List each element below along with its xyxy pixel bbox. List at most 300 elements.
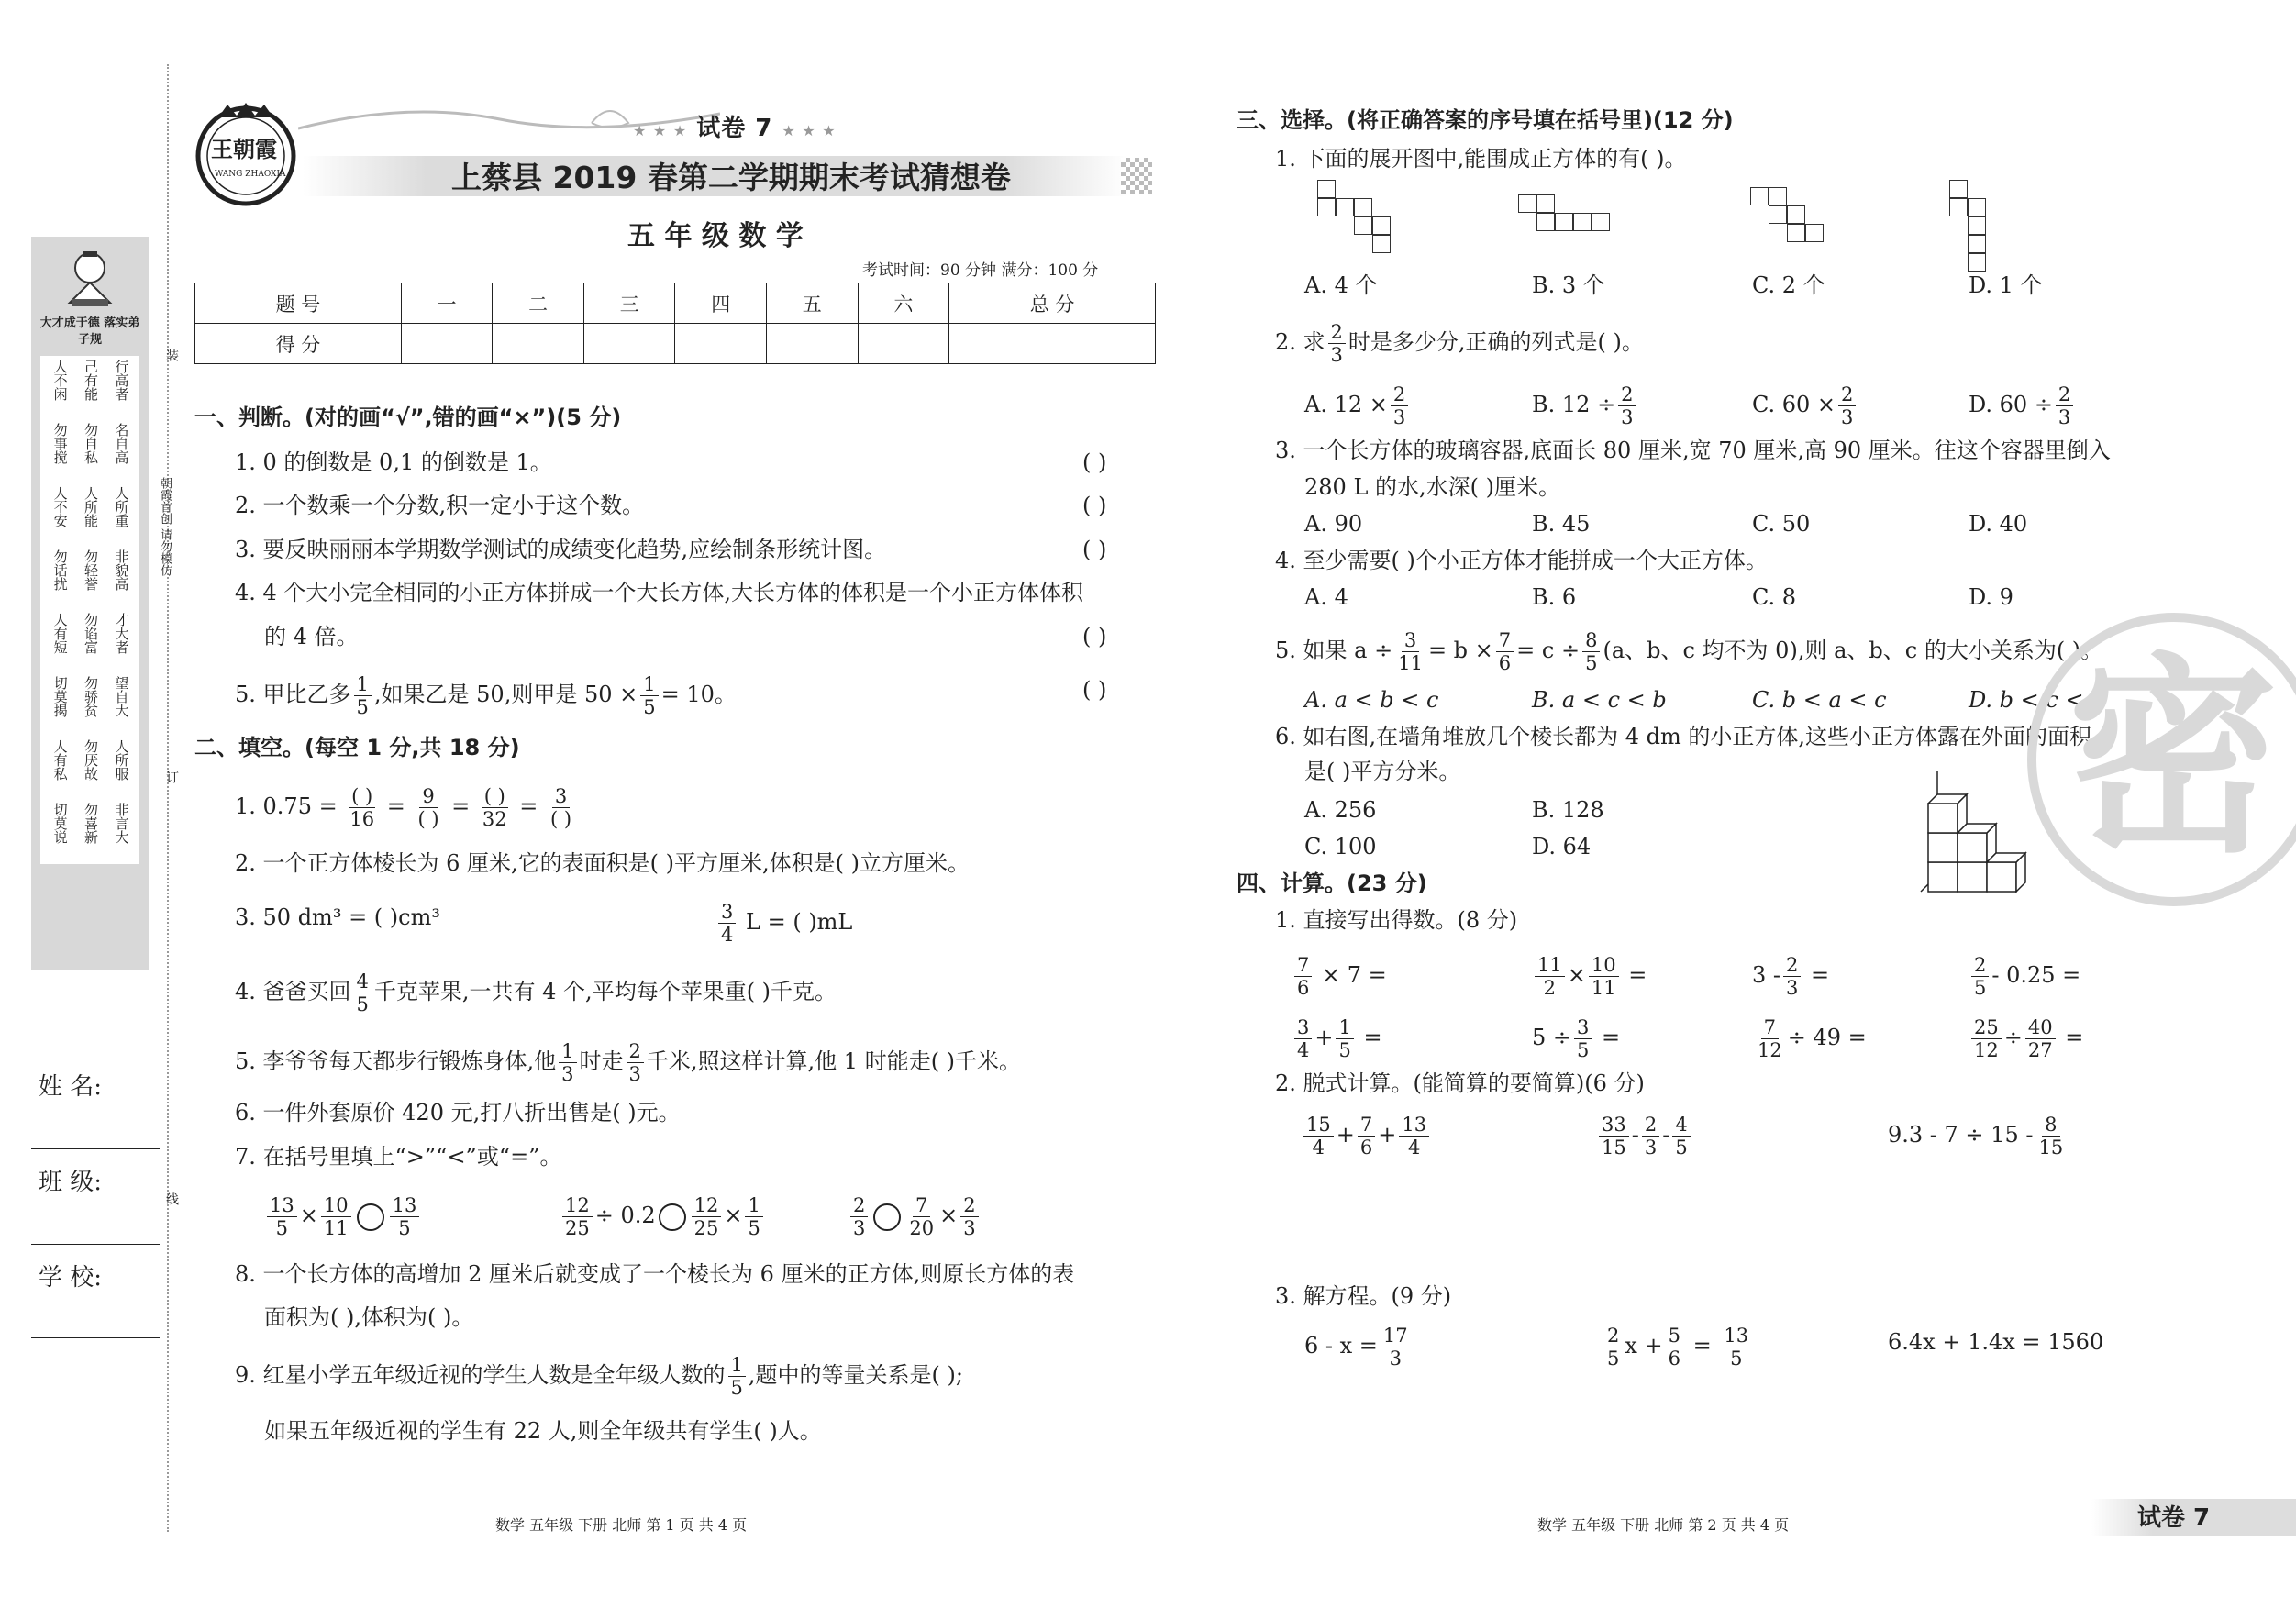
s3-q6-opt-b[interactable]: B. 128 xyxy=(1532,797,1604,823)
net-square xyxy=(1317,198,1336,216)
frac xyxy=(1395,629,1425,674)
mark-zhuang: 装 xyxy=(164,349,179,361)
s3-q4-opt-a[interactable]: A. 4 xyxy=(1304,584,1348,610)
school-line[interactable] xyxy=(31,1337,160,1338)
watermark-seal xyxy=(2027,613,2296,906)
sayings-grid xyxy=(40,356,139,864)
num: 2 xyxy=(960,1194,978,1217)
s3-q1-opt-d[interactable]: D. 1 个 xyxy=(1969,272,2043,298)
cube-stack-figure xyxy=(1910,761,2047,899)
den: 3 xyxy=(2058,406,2071,428)
minus: - xyxy=(1631,1122,1639,1148)
frac xyxy=(1391,383,1408,428)
s3-q3-opt-c[interactable]: C. 50 xyxy=(1752,511,1811,537)
net-a xyxy=(1317,180,1391,253)
net-gap xyxy=(1787,187,1805,205)
score-input-cell[interactable] xyxy=(583,324,675,364)
net-square xyxy=(1949,180,1968,198)
frac-9-blank[interactable] xyxy=(415,785,441,830)
net-gap xyxy=(1372,198,1391,216)
s3-q5d: (a、b、c 均不为 0),则 a、b、c 的大小关系为( )。 xyxy=(1603,638,2103,663)
logo-text: 王朝霞 xyxy=(211,137,277,162)
den: 3 xyxy=(963,1217,976,1239)
school-label: 学 校: xyxy=(39,1264,103,1292)
den: 20 xyxy=(909,1217,935,1239)
frac xyxy=(1721,1325,1751,1370)
den: 32 xyxy=(482,808,507,830)
s2-q6: 6. 一件外套原价 420 元,打八折出售是( )元。 xyxy=(235,1100,681,1126)
frac xyxy=(1755,1016,1785,1061)
s3-q4-opt-d[interactable]: D. 9 xyxy=(1969,584,2013,610)
logo-seal xyxy=(191,99,301,209)
num: 3 xyxy=(718,901,736,924)
net-square xyxy=(1354,198,1372,216)
opt: A. 12 × xyxy=(1304,392,1388,417)
frac xyxy=(1582,629,1600,674)
den: 5 xyxy=(1730,1347,1743,1370)
den: 6 xyxy=(1359,1137,1373,1159)
num: 2 xyxy=(1391,383,1408,406)
op: 3 - xyxy=(1752,962,1781,988)
s3-q1: 1. 下面的展开图中,能围成正方体的有( )。 xyxy=(1275,146,1687,172)
den: 4 xyxy=(1408,1137,1421,1159)
net-gap xyxy=(1805,187,1824,205)
num: 13 xyxy=(390,1194,420,1217)
num: 2 xyxy=(1618,383,1636,406)
den: 5 xyxy=(1675,1137,1688,1159)
den: 3 xyxy=(1841,406,1854,428)
s1-q4b: 的 4 倍。 xyxy=(264,624,359,649)
calc-1: $\frac{7}{6}$ × 7 = xyxy=(1292,954,1387,999)
compare-circle[interactable] xyxy=(357,1203,384,1231)
frac xyxy=(906,1194,937,1239)
saying: 勿话扰 xyxy=(51,549,69,591)
net-square xyxy=(1592,213,1610,231)
score-input-cell[interactable] xyxy=(949,324,1156,364)
frac-two-thirds xyxy=(627,1040,644,1085)
s3-q1-opt-b[interactable]: B. 3 个 xyxy=(1532,272,1605,298)
net-square xyxy=(1769,205,1787,224)
frac xyxy=(562,1194,593,1239)
s2-q1 xyxy=(235,785,577,830)
s3-q2-opt-a[interactable] xyxy=(1304,383,1411,428)
score-header-cell: 六 xyxy=(858,283,949,324)
checker-decoration xyxy=(1121,158,1152,194)
net-square xyxy=(1536,213,1555,231)
net-square xyxy=(1968,253,1986,272)
saying: 人不安 xyxy=(51,486,69,527)
frac xyxy=(321,1194,351,1239)
times: × xyxy=(724,1203,743,1228)
name-label: 姓 名: xyxy=(39,1073,103,1101)
s3-q1-opt-a[interactable]: A. 4 个 xyxy=(1304,272,1378,298)
frac xyxy=(960,1194,978,1239)
s2-q5c: 千米,照这样计算,他 1 时能走( )千米。 xyxy=(646,1048,1022,1074)
s3-q2-opt-d[interactable] xyxy=(1969,383,2076,428)
s3-q4-opt-b[interactable]: B. 6 xyxy=(1532,584,1577,610)
s2-q7-compare-2 xyxy=(560,1194,766,1239)
num: 2 xyxy=(627,1040,644,1063)
s3-q3b: 280 L 的水,水深( )厘米。 xyxy=(1304,474,1560,500)
eq: = xyxy=(386,793,405,819)
frac xyxy=(745,1194,762,1239)
den: 4 xyxy=(1297,1039,1310,1061)
num: 9 xyxy=(419,785,437,808)
s3-q1-opt-c[interactable]: C. 2 个 xyxy=(1752,272,1825,298)
s1-q5b: ,如果乙是 50,则甲是 50 × xyxy=(373,682,638,707)
exam-title: 上蔡县 2019 春第二学期期末考试猜想卷 xyxy=(451,160,1011,195)
net-square xyxy=(1968,198,1986,216)
den: 3 xyxy=(1621,406,1634,428)
net-square xyxy=(1787,205,1805,224)
s3-q5b: = b × xyxy=(1427,638,1493,663)
net-d xyxy=(1949,180,1986,272)
calc-7 xyxy=(1752,1016,1867,1061)
s3-q6-opt-d[interactable]: D. 64 xyxy=(1532,834,1592,859)
equation-2 xyxy=(1602,1325,1754,1370)
eq: = xyxy=(519,793,538,819)
s3-q3-opt-a[interactable]: A. 90 xyxy=(1304,511,1363,537)
num: 7 xyxy=(1358,1114,1375,1137)
s4-p2: 2. 脱式计算。(能简算的要简算)(6 分) xyxy=(1275,1070,1645,1096)
net-square xyxy=(1750,187,1769,205)
num: 3 xyxy=(1574,1016,1592,1039)
net-gap xyxy=(1592,194,1610,213)
frac xyxy=(1496,629,1514,674)
net-square xyxy=(1372,235,1391,253)
num: 13 xyxy=(267,1194,297,1217)
frac xyxy=(1358,1114,1375,1159)
den: 11 xyxy=(323,1217,349,1239)
expr-1 xyxy=(1301,1114,1432,1159)
s3-q5-opt-b[interactable]: B. a < c < b xyxy=(1532,687,1667,713)
s3-q2 xyxy=(1275,321,1644,366)
s3-q3a: 3. 一个长方体的玻璃容器,底面长 80 厘米,宽 70 厘米,高 90 厘米。往这个容器里倒入 xyxy=(1275,438,2111,463)
s4-p1: 1. 直接写出得数。(8 分) xyxy=(1275,907,1518,933)
net-gap xyxy=(1317,235,1336,253)
equation-3: 6.4x + 1.4x = 1560 xyxy=(1888,1329,2104,1355)
s1-q2: 2. 一个数乘一个分数,积一定小于这个数。 xyxy=(235,493,645,518)
den: 11 xyxy=(1591,977,1616,999)
num: 2 xyxy=(1328,321,1346,344)
s2-q3b xyxy=(715,901,852,946)
s3-q2-opt-b[interactable] xyxy=(1532,383,1639,428)
num: 1 xyxy=(745,1194,762,1217)
net-gap xyxy=(1949,235,1968,253)
net-gap xyxy=(1949,216,1968,235)
answer-paren-2[interactable]: ( ) xyxy=(1082,493,1107,518)
den: 5 xyxy=(275,1217,289,1239)
frac xyxy=(1666,1325,1683,1370)
frac-two-thirds xyxy=(1328,321,1346,366)
equation-1 xyxy=(1304,1325,1414,1370)
net-c-grid xyxy=(1750,187,1824,242)
calc-2 xyxy=(1532,954,1647,999)
score-header-cell: 五 xyxy=(767,283,859,324)
score-header-cell: 总 分 xyxy=(949,283,1156,324)
num: 8 xyxy=(1582,629,1600,652)
s2-q9a xyxy=(235,1354,963,1399)
calc-6 xyxy=(1532,1016,1620,1061)
saying: 勿轻誉 xyxy=(82,549,99,591)
s2-q7-compare-1 xyxy=(264,1194,422,1239)
saying: 望自大 xyxy=(113,676,130,717)
s3-q6-opt-a[interactable]: A. 256 xyxy=(1304,797,1377,823)
saying: 人所重 xyxy=(113,486,130,527)
op: 5 ÷ xyxy=(1532,1025,1572,1050)
s3-q6b: 是( )平方分米。 xyxy=(1304,759,1461,784)
s1-q5a: 5. 甲比乙多 xyxy=(235,682,351,707)
frac xyxy=(2056,383,2073,428)
den: 12 xyxy=(1974,1039,1999,1061)
s2-q5 xyxy=(235,1040,1021,1085)
net-square xyxy=(1336,198,1354,216)
den: 3 xyxy=(1786,977,1799,999)
den: 5 xyxy=(748,1217,760,1239)
net-gap xyxy=(1354,235,1372,253)
answer-paren-5[interactable]: ( ) xyxy=(1082,677,1107,703)
den: 5 xyxy=(1974,977,1987,999)
num: 8 xyxy=(2042,1114,2059,1137)
saying: 行高者 xyxy=(113,360,130,401)
saying: 切莫揭 xyxy=(51,676,69,717)
expr-3 xyxy=(1888,1114,2069,1159)
score-input-cell[interactable] xyxy=(401,324,493,364)
s3-q4: 4. 至少需要( )个小正方体才能拼成一个大正方体。 xyxy=(1275,548,1768,573)
s1-q5c: = 10。 xyxy=(660,682,737,707)
saying: 人不闲 xyxy=(51,360,69,401)
plus: + xyxy=(1336,1122,1355,1148)
s3-q2-opt-c[interactable] xyxy=(1752,383,1858,428)
frac xyxy=(1336,1016,1353,1061)
net-c xyxy=(1750,187,1824,242)
section1-title: 一、判断。(对的画“√”,错的画“×”)(5 分) xyxy=(194,405,622,430)
s2-q5b: 时走 xyxy=(579,1048,624,1074)
frac xyxy=(1599,1114,1629,1159)
s2-q4a: 4. 爸爸买回 xyxy=(235,979,351,1004)
s3-q5-opt-c[interactable]: C. b < a < c xyxy=(1752,687,1887,713)
child-reading-icon xyxy=(62,248,117,312)
net-gap xyxy=(1336,216,1354,235)
num: 4 xyxy=(1672,1114,1690,1137)
answer-paren-1[interactable]: ( ) xyxy=(1082,449,1107,475)
calc-8 xyxy=(1969,1016,2083,1061)
den: 3 xyxy=(1644,1137,1658,1159)
saying: 勿喜新 xyxy=(82,803,99,844)
den: 4 xyxy=(1312,1137,1325,1159)
net-b xyxy=(1518,194,1610,231)
score-input-cell[interactable] xyxy=(675,324,767,364)
net-gap xyxy=(1354,180,1372,198)
frac-four-fifths xyxy=(354,970,372,1015)
footer-right: 数学 五年级 下册 北师 第 2 页 共 4 页 xyxy=(1537,1516,1790,1534)
name-line[interactable] xyxy=(31,1148,160,1149)
class-label: 班 级: xyxy=(39,1169,103,1196)
eq: = xyxy=(1602,1025,1621,1050)
paper-number-text: 试卷 7 xyxy=(696,115,773,142)
den: 25 xyxy=(565,1217,590,1239)
den: 5 xyxy=(1585,652,1598,674)
s3-q6-opt-c[interactable]: C. 100 xyxy=(1304,834,1377,859)
score-header-cell: 四 xyxy=(675,283,767,324)
den: 6 xyxy=(1668,1347,1681,1370)
den: 6 xyxy=(1297,977,1310,999)
net-square xyxy=(1968,235,1986,253)
num: 2 xyxy=(1642,1114,1659,1137)
den: 15 xyxy=(1602,1137,1626,1159)
div02: ÷ 0.2 xyxy=(594,1203,656,1228)
net-gap xyxy=(1555,194,1573,213)
frac-3-blank[interactable] xyxy=(548,785,574,830)
frac xyxy=(692,1194,722,1239)
s2-q5a: 5. 李爷爷每天都步行锻炼身体,他 xyxy=(235,1048,557,1074)
saying: 人所能 xyxy=(82,486,99,527)
den: 11 xyxy=(1398,652,1423,674)
net-gap xyxy=(1518,213,1536,231)
net-gap xyxy=(1573,194,1592,213)
net-square xyxy=(1518,194,1536,213)
section3-title: 三、选择。(将正确答案的序号填在括号里)(12 分) xyxy=(1237,107,1734,133)
calc-3 xyxy=(1752,954,1829,999)
num: 10 xyxy=(321,1194,351,1217)
frac xyxy=(1589,954,1619,999)
num: 2 xyxy=(2056,383,2073,406)
saying: 非貌高 xyxy=(113,549,130,591)
s3-q3-opt-d[interactable]: D. 40 xyxy=(1969,511,2028,537)
den: 5 xyxy=(356,696,369,718)
frac xyxy=(1971,1016,2002,1061)
frac xyxy=(1294,954,1312,999)
net-gap xyxy=(1949,253,1968,272)
score-label-cell: 得 分 xyxy=(195,324,402,364)
num: 12 xyxy=(562,1194,593,1217)
s1-q4a: 4. 4 个大小完全相同的小正方体拼成一个大长方体,大长方体的体积是一个小正方体体积 xyxy=(235,580,1084,605)
net-square xyxy=(1536,194,1555,213)
den: 2 xyxy=(1543,977,1557,999)
num: 4 xyxy=(354,970,372,993)
s3-q4-opt-c[interactable]: C. 8 xyxy=(1752,584,1797,610)
num: 5 xyxy=(1666,1325,1683,1347)
den: 5 xyxy=(1338,1039,1351,1061)
score-header-row xyxy=(195,283,1156,324)
saying: 勿自私 xyxy=(82,423,99,464)
num: 15 xyxy=(1303,1114,1334,1137)
frac xyxy=(1642,1114,1659,1159)
den: ( ) xyxy=(550,808,572,830)
frac xyxy=(1303,1114,1334,1159)
frac-one-fifth xyxy=(354,673,372,718)
s3-q3-opt-b[interactable]: B. 45 xyxy=(1532,511,1591,537)
s3-q5-opt-d[interactable]: D. b < c < a xyxy=(1969,687,2104,713)
score-input-cell[interactable] xyxy=(767,324,859,364)
section4-title: 四、计算。(23 分) xyxy=(1237,871,1427,896)
footer-left: 数学 五年级 下册 北师 第 1 页 共 4 页 xyxy=(495,1516,748,1534)
paper-number: ★ ★ ★ 试卷 7 ★ ★ ★ xyxy=(633,115,837,142)
num: 2 xyxy=(1783,954,1801,977)
s2-q4b: 千克苹果,一共有 4 个,平均每个苹果重( )千克。 xyxy=(373,979,837,1004)
compare-circle[interactable] xyxy=(873,1203,901,1231)
net-gap xyxy=(1336,180,1354,198)
eq: = xyxy=(1368,962,1387,988)
frac-one-third xyxy=(559,1040,576,1085)
den: 3 xyxy=(561,1063,574,1085)
score-input-cell[interactable] xyxy=(493,324,584,364)
num: 33 xyxy=(1599,1114,1629,1137)
net-gap xyxy=(1968,180,1986,198)
s3-q2a: 2. 求 xyxy=(1275,329,1325,355)
compare-circle[interactable] xyxy=(659,1203,686,1231)
score-header-cell: 题 号 xyxy=(195,283,402,324)
den: 3 xyxy=(1392,406,1406,428)
eq: = xyxy=(451,793,471,819)
num: 3 xyxy=(1402,629,1419,652)
op: x + xyxy=(1625,1333,1663,1359)
num: 3 xyxy=(552,785,570,808)
eq: = xyxy=(1363,1025,1382,1050)
net-gap xyxy=(1750,224,1769,242)
answer-paren-4[interactable]: ( ) xyxy=(1082,624,1107,649)
net-square xyxy=(1949,198,1968,216)
num: 13 xyxy=(1399,1114,1429,1137)
net-square xyxy=(1354,216,1372,235)
exam-info: 考试时间：90 分钟 满分：100 分 xyxy=(862,261,1099,280)
frac-blank-32[interactable] xyxy=(480,785,510,830)
net-gap xyxy=(1750,205,1769,224)
times: × xyxy=(299,1203,318,1228)
num: 12 xyxy=(692,1194,722,1217)
times: × xyxy=(1567,962,1586,988)
net-b-grid xyxy=(1518,194,1610,231)
fold-line xyxy=(167,64,169,1532)
net-gap xyxy=(1336,235,1354,253)
net-square xyxy=(1787,224,1805,242)
answer-paren-3[interactable]: ( ) xyxy=(1082,537,1107,562)
score-value-row xyxy=(195,324,1156,364)
den: 5 xyxy=(1607,1347,1620,1370)
frac xyxy=(850,1194,868,1239)
s3-q5-opt-a[interactable]: A. a < b < c xyxy=(1304,687,1439,713)
eq1-text: 6 - x = xyxy=(1304,1333,1378,1359)
class-line[interactable] xyxy=(31,1244,160,1245)
frac xyxy=(1574,1016,1592,1061)
s2-q9c: 如果五年级近视的学生有 22 人,则全年级共有学生( )人。 xyxy=(264,1418,822,1444)
watermark-char: 密 xyxy=(2068,637,2279,882)
net-d-grid xyxy=(1949,180,1986,272)
frac xyxy=(1672,1114,1690,1159)
den: ( ) xyxy=(417,808,439,830)
saying: 勿厌故 xyxy=(82,739,99,781)
den: 16 xyxy=(349,808,375,830)
net-square xyxy=(1968,216,1986,235)
frac xyxy=(1294,1016,1312,1061)
frac-blank-16[interactable] xyxy=(347,785,377,830)
mark-ding: 订 xyxy=(164,771,179,783)
saying: 勿事搅 xyxy=(51,423,69,464)
score-header-cell: 三 xyxy=(583,283,675,324)
s1-q1: 1. 0 的倒数是 0,1 的倒数是 1。 xyxy=(235,449,552,475)
score-table xyxy=(194,283,1156,364)
s2-q7: 7. 在括号里填上“>”“<”或“=”。 xyxy=(235,1144,562,1170)
num: ( ) xyxy=(349,785,375,808)
num: 1 xyxy=(640,673,658,696)
net-square xyxy=(1573,213,1592,231)
op: - 0.25 = xyxy=(1991,962,2081,988)
den: 6 xyxy=(1498,652,1512,674)
num: 25 xyxy=(1971,1016,2002,1039)
opt: C. 60 × xyxy=(1752,392,1836,417)
score-input-cell[interactable] xyxy=(858,324,949,364)
frac xyxy=(1618,383,1636,428)
